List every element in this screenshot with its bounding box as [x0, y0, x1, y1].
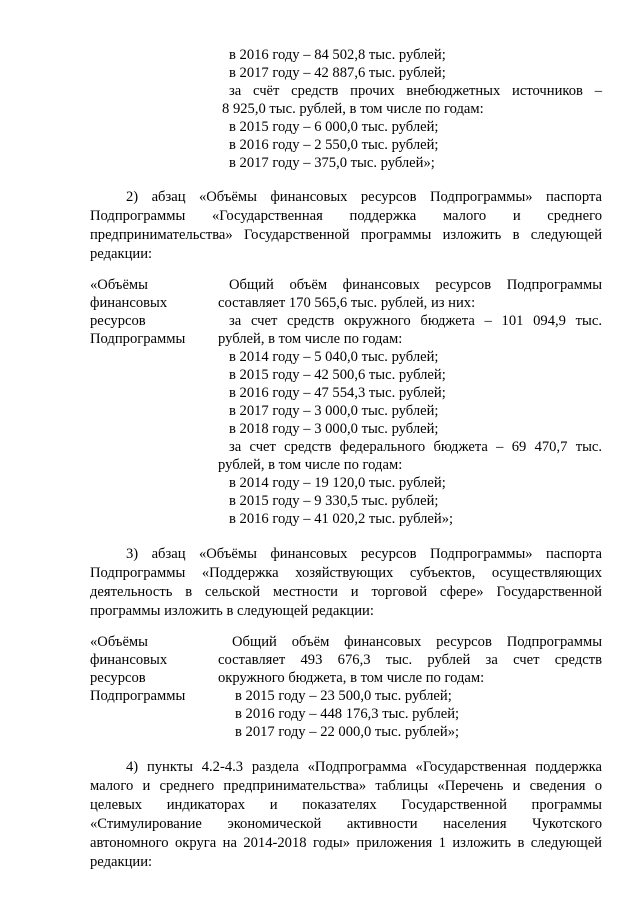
- item2-line-3: предпринимательства» Государственной программы изложить в следующей: [90, 227, 602, 243]
- table3-label-2: финансовых: [90, 652, 168, 668]
- table2-label-2: финансовых: [90, 295, 168, 311]
- top-line-eb-2015: в 2015 году – 6 000,0 тыс. рублей;: [229, 119, 439, 135]
- item2-line-1: 2) абзац «Объёмы финансовых ресурсов Подпрограммы» паспорта: [126, 189, 602, 205]
- table3-label-1: «Объёмы: [90, 634, 148, 650]
- table3-label-3: ресурсов: [90, 670, 146, 686]
- item4-line-4: «Стимулирование экономической активности населения Чукотского: [90, 816, 602, 832]
- item3-line-4: программы изложить в следующей редакции:: [90, 603, 374, 619]
- table3-row-1: Общий объём финансовых ресурсов Подпрограммы: [232, 634, 602, 650]
- table2-label-1: «Объёмы: [90, 277, 148, 293]
- table2-row-3: за счет средств окружного бюджета – 101 094,9 тыс.: [229, 313, 602, 329]
- table2-row-5: в 2014 году – 5 040,0 тыс. рублей;: [229, 349, 439, 365]
- table2-row-12: в 2014 году – 19 120,0 тыс. рублей;: [229, 475, 446, 491]
- table2-row-2: составляет 170 565,6 тыс. рублей, из них:: [218, 295, 476, 311]
- top-line-2017: в 2017 году – 42 887,6 тыс. рублей;: [229, 65, 446, 81]
- item3-line-3: деятельность в сельской местности и торговой сфере» Государственной: [90, 584, 602, 600]
- top-line-2016: в 2016 году – 84 502,8 тыс. рублей;: [229, 47, 446, 63]
- top-line-extrabudget-total: 8 925,0 тыс. рублей, в том числе по годам:: [222, 101, 484, 117]
- item4-line-1: 4) пункты 4.2-4.3 раздела «Подпрограмма «Государственная поддержка: [126, 759, 602, 775]
- table2-row-11: рублей, в том числе по годам:: [218, 457, 403, 473]
- top-line-eb-2016: в 2016 году – 2 550,0 тыс. рублей;: [229, 137, 439, 153]
- table2-row-4: рублей, в том числе по годам:: [218, 331, 403, 347]
- table2-row-14: в 2016 году – 41 020,2 тыс. рублей»;: [229, 511, 454, 527]
- item3-line-1: 3) абзац «Объёмы финансовых ресурсов Подпрограммы» паспорта: [126, 546, 602, 562]
- table2-row-10: за счет средств федерального бюджета – 69 470,7 тыс.: [229, 439, 602, 455]
- table2-row-9: в 2018 году – 3 000,0 тыс. рублей;: [229, 421, 439, 437]
- table2-label-3: ресурсов: [90, 313, 146, 329]
- item4-line-3: целевых индикаторах и показателях Государственной программы: [90, 797, 602, 813]
- table2-row-7: в 2016 году – 47 554,3 тыс. рублей;: [229, 385, 446, 401]
- item4-line-5: автономного округа на 2014-2018 годы» приложения 1 изложить в следующей: [90, 835, 602, 851]
- table2-row-8: в 2017 году – 3 000,0 тыс. рублей;: [229, 403, 439, 419]
- table3-row-5: в 2016 году – 448 176,3 тыс. рублей;: [235, 706, 460, 722]
- table3-row-6: в 2017 году – 22 000,0 тыс. рублей»;: [235, 724, 460, 740]
- top-line-extrabudget: за счёт средств прочих внебюджетных источников –: [229, 83, 602, 99]
- table3-row-2: составляет 493 676,3 тыс. рублей за счет средств: [218, 652, 602, 668]
- item3-line-2: Подпрограммы «Поддержка хозяйствующих субъектов, осуществляющих: [90, 565, 602, 581]
- item4-line-6: редакции:: [90, 854, 153, 870]
- table3-label-4: Подпрограммы: [90, 688, 186, 704]
- item2-line-4: редакции:: [90, 246, 153, 262]
- table2-label-4: Подпрограммы: [90, 331, 186, 347]
- table3-row-3: окружного бюджета, в том числе по годам:: [218, 670, 485, 686]
- item2-line-2: Подпрограммы «Государственная поддержка малого и среднего: [90, 208, 602, 224]
- top-line-eb-2017: в 2017 году – 375,0 тыс. рублей»;: [229, 155, 435, 171]
- item4-line-2: малого и среднего предпринимательства» таблицы «Перечень и сведения о: [90, 778, 602, 794]
- table2-row-13: в 2015 году – 9 330,5 тыс. рублей;: [229, 493, 439, 509]
- table2-row-6: в 2015 году – 42 500,6 тыс. рублей;: [229, 367, 446, 383]
- table3-row-4: в 2015 году – 23 500,0 тыс. рублей;: [235, 688, 452, 704]
- table2-row-1: Общий объём финансовых ресурсов Подпрограммы: [229, 277, 602, 293]
